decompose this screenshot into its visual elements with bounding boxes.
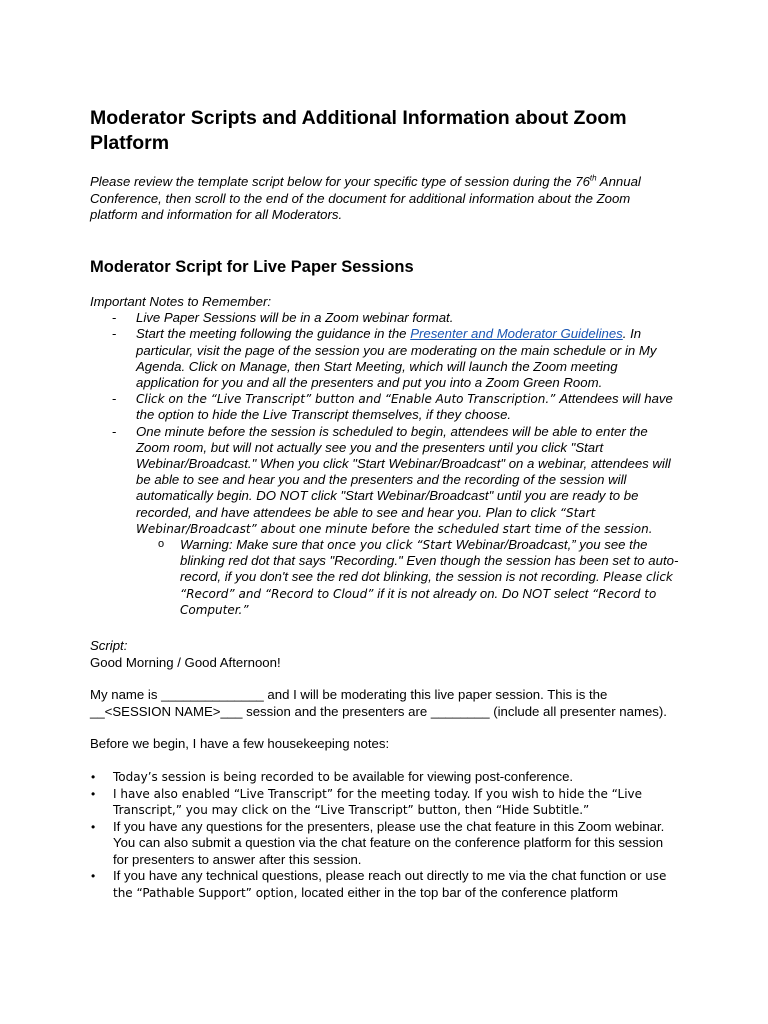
script-label: Script: — [90, 638, 128, 653]
note-item — [90, 424, 679, 537]
note-item — [90, 326, 679, 391]
bullet-text: If you have any questions for the presenters, please use the chat feature in this Zoom webinar. You can also submit a question via the chat feature on the conference platform for this session for presenters to answer after this session. — [113, 818, 665, 867]
note-item — [90, 310, 679, 326]
dash-marker: - — [112, 423, 117, 439]
bullet-item — [90, 769, 680, 786]
sub-note-text: “Record to Computer.” — [180, 586, 657, 617]
script-greeting: Good Morning / Good Afternoon! — [90, 654, 281, 670]
bullet-text: Today’s session is being recorded to be — [113, 770, 353, 784]
sub-note-text: Please click “Record” and “Record to Cloud” — [180, 570, 673, 601]
bullet-text: located either in the top bar of the conference platform — [301, 884, 618, 900]
dash-marker: - — [112, 310, 117, 326]
housekeeping-bullets — [90, 769, 680, 901]
note-text: Attendees will have the option to hide the Live Transcript themselves, if they choose. — [136, 391, 673, 423]
bullet-text: available for viewing post-conference. — [352, 769, 574, 784]
sub-note-text: once you click “Start — [327, 538, 456, 553]
bullet-marker: • — [91, 786, 96, 801]
guidelines-link[interactable]: Presenter and Moderator Guidelines — [410, 326, 623, 342]
sub-note-item — [136, 537, 685, 618]
script-housekeeping: Before we begin, I have a few housekeeping notes: — [90, 736, 390, 751]
section-title: Moderator Script for Live Paper Sessions — [90, 258, 414, 276]
bullet-marker: • — [91, 819, 96, 834]
note-text: One minute before the session is scheduled to begin, attendees will be able to enter the Zoom room, but will not actually see you and the presenters until you click "Start Webinar/Broadcast." When you click "Start Webinar/Broadcast" on a webinar, attendees will be able to see and hear you and the presenters and the recording of the session will automatically begin. DO NOT click "Start Webinar/Broadcast" until you are ready to be recorded, and have attendees be able to see and hear you. Plan to click — [136, 423, 671, 520]
dash-marker: - — [112, 326, 117, 342]
bullet-list — [90, 769, 680, 901]
dash-marker: - — [112, 391, 117, 407]
note-text: Click on the “Live Transcript” button and “Enable Auto Transcription.” — [136, 392, 560, 407]
sub-note-text: if it is not already on. Do NOT select — [377, 585, 593, 601]
circle-marker: o — [158, 538, 165, 551]
note-text: visit the page of the session you are moderating on the main schedule or in My Agenda. Click on Manage, then Start Meeting, which will launch the Zoom meeting application for you and all the presenters and put you into a Zoom Green Room. — [136, 342, 657, 391]
notes-list — [90, 310, 690, 537]
note-item — [90, 391, 679, 423]
note-text: “Start Webinar/Broadcast” about one minute before the scheduled start time of the session. — [136, 505, 653, 536]
bullet-item — [90, 868, 680, 901]
script-intro: My name is ______________ and I will be moderating this live paper session. This is the __<SESSION NAME>___ session and the presenters are ________ (include all presenter names). — [90, 687, 667, 719]
bullet-item — [90, 819, 680, 869]
bullet-marker: • — [91, 869, 96, 883]
document-title: Moderator Scripts and Additional Information about Zoom Platform — [90, 107, 627, 154]
sub-note-text: Webinar/Broadcast,” you see the blinking red dot that says "Recording." Even though the session has been set to auto-record, if you don't see the red dot blinking, the session is not recording. — [180, 537, 679, 585]
notes-sublist — [90, 537, 690, 618]
intro-text-b: Annual Conference, then scroll to the end of the document for additional information about the Zoom platform and information for all Moderators. — [90, 174, 641, 222]
important-notes — [90, 294, 690, 618]
note-text: . In particular, — [136, 326, 642, 358]
bullet-marker: • — [91, 770, 96, 784]
note-text: Live Paper Sessions will be in a Zoom webinar format. — [136, 310, 454, 326]
intro-superscript: th — [589, 173, 597, 183]
bullet-item — [90, 786, 680, 819]
note-text: Start the meeting following the guidance in the — [136, 326, 411, 342]
notes-heading: Important Notes to Remember: — [90, 294, 272, 309]
script-section — [90, 638, 680, 753]
bullet-text: I have also enabled “Live Transcript” for the meeting today. If you wish to hide the “Live Transcript,” you may click on the “Live Transcript” button, then “Hide Subtitle.” — [113, 786, 643, 817]
bullet-text: use the “Pathable Support” option, — [113, 869, 667, 900]
sub-note-text: Warning: Make sure that — [180, 537, 328, 553]
bullet-text: If you have any technical questions, please reach out directly to me via the chat function or — [113, 868, 646, 883]
intro-text-a: Please review the template script below for your specific type of session during the 76 — [90, 174, 590, 189]
intro-paragraph — [90, 174, 680, 224]
